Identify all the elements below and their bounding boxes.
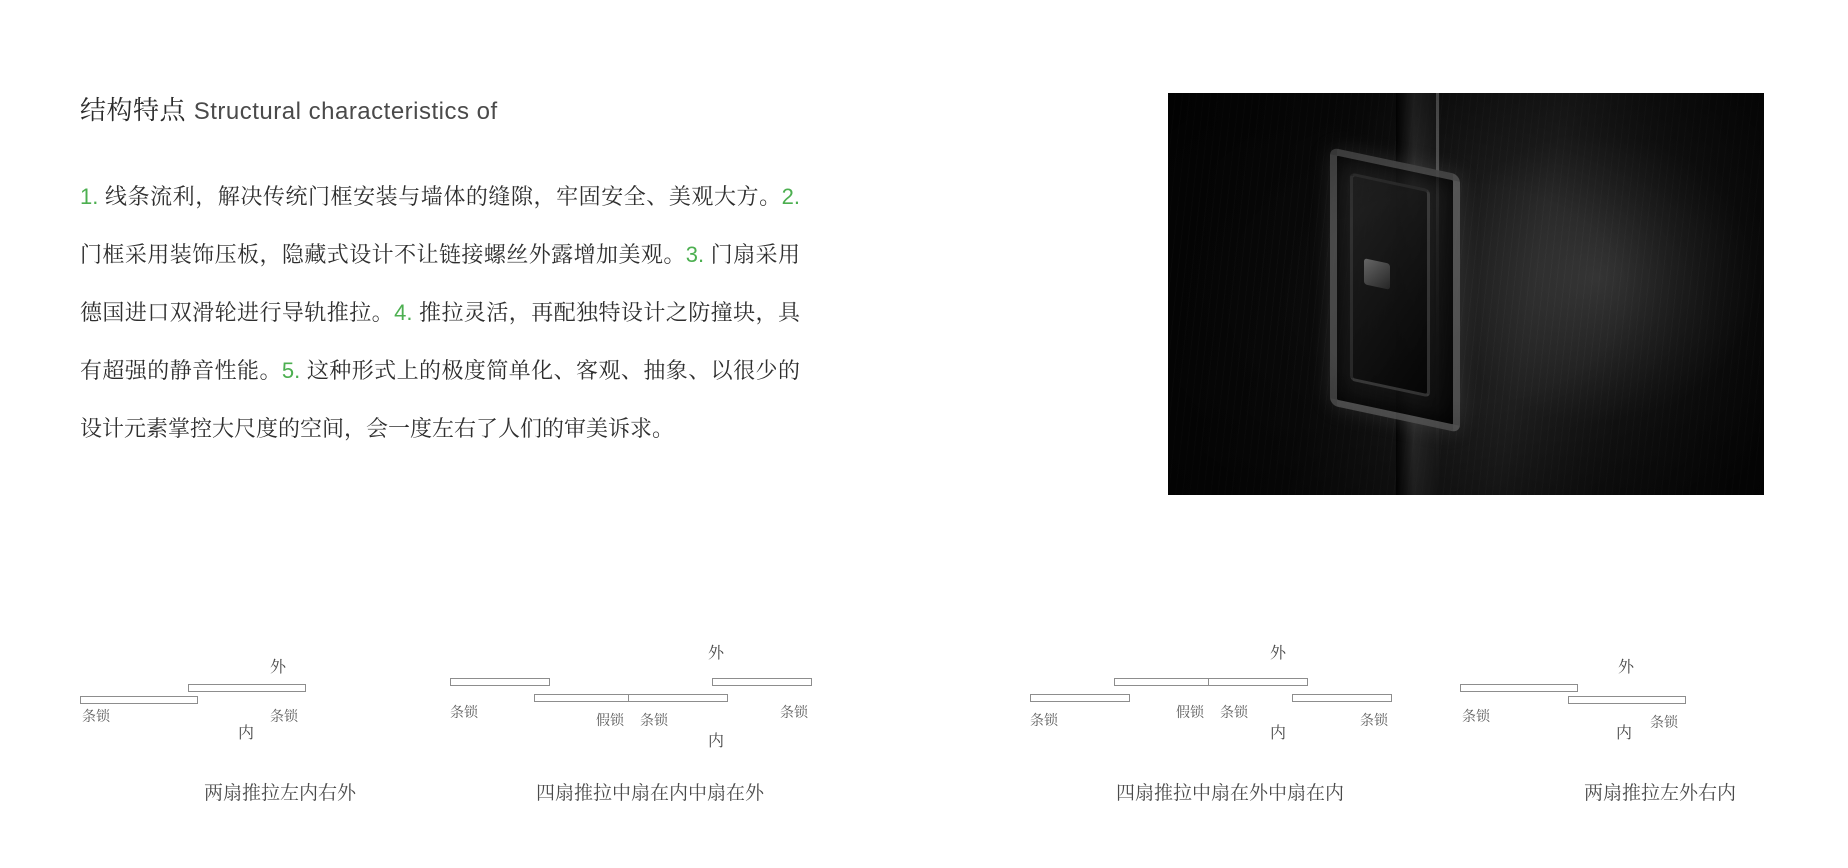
door-diagram-canvas — [80, 640, 480, 760]
paragraph-item-number: 2. — [781, 184, 800, 209]
door-diagram — [1460, 640, 1848, 820]
outside-label: 外 — [1618, 659, 1635, 676]
door-panel-bar — [1568, 696, 1686, 704]
door-diagram-canvas — [1460, 640, 1848, 760]
structural-characteristics-text — [80, 168, 800, 458]
paragraph-item-number: 4. — [394, 300, 420, 325]
door-diagram-caption: 两扇推拉左内右外 — [203, 783, 356, 804]
lock-label: 条锁 — [1650, 714, 1678, 730]
door-diagram — [1030, 640, 1430, 820]
door-panel-bar — [712, 678, 812, 686]
door-diagram — [450, 640, 850, 820]
door-diagram — [80, 640, 480, 820]
lock-label: 条锁 — [82, 708, 110, 724]
paragraph-item-number: 3. — [685, 242, 711, 267]
door-diagram-canvas — [450, 640, 850, 760]
lock-label: 条锁 — [1360, 712, 1388, 728]
inside-label: 内 — [1270, 725, 1287, 742]
door-panel-bar — [80, 696, 198, 704]
inside-label: 内 — [708, 733, 725, 750]
door-panel-bar — [1292, 694, 1392, 702]
inside-label: 内 — [238, 725, 255, 742]
lock-label: 条锁 — [1462, 708, 1490, 724]
lock-label: 条锁 — [780, 704, 808, 720]
door-configuration-diagrams — [0, 640, 1848, 840]
paragraph-item-text: 这种形式上的极度简单化、客观、抽象、以很少的设计元素掌控大尺度的空间，会一度左右了人们的审美诉求。 — [80, 358, 800, 441]
door-panel-bar — [1114, 678, 1214, 686]
outside-label: 外 — [708, 645, 725, 662]
door-diagram-caption: 四扇推拉中扇在外中扇在内 — [1115, 783, 1344, 804]
door-diagram-caption: 两扇推拉左外右内 — [1583, 783, 1736, 804]
outside-label: 外 — [1270, 645, 1287, 662]
page-title — [80, 90, 498, 127]
photo-vignette — [1168, 93, 1764, 495]
paragraph-item-text: 线条流利，解决传统门框安装与墙体的缝隙，牢固安全、美观大方。 — [105, 184, 782, 209]
page-title-en: Structural characteristics of — [193, 98, 498, 125]
paragraph-item-number: 1. — [80, 184, 106, 209]
paragraph-item-number: 5. — [281, 358, 307, 383]
lock-label: 条锁 — [640, 712, 668, 728]
paragraph-item-text: 门扇采用德国进口双滑轮进行导轨推拉。 — [80, 242, 800, 325]
door-panel-bar — [450, 678, 550, 686]
paragraph-item-text: 门框采用装饰压板，隐藏式设计不让链接螺丝外露增加美观。 — [80, 242, 686, 267]
door-panel-bar — [628, 694, 728, 702]
door-panel-bar — [1030, 694, 1130, 702]
lock-label: 条锁 — [1030, 712, 1058, 728]
lock-label: 条锁 — [1220, 704, 1248, 720]
door-panel-bar — [534, 694, 634, 702]
outside-label: 外 — [270, 659, 287, 676]
lock-label: 条锁 — [270, 708, 298, 724]
page-title-cn: 结构特点 — [80, 95, 187, 125]
door-handle-photo — [1168, 93, 1764, 495]
door-panel-bar — [188, 684, 306, 692]
lock-label: 假锁 — [596, 712, 624, 728]
lock-label: 条锁 — [450, 704, 478, 720]
door-panel-bar — [1208, 678, 1308, 686]
door-diagram-caption: 四扇推拉中扇在内中扇在外 — [535, 783, 764, 804]
inside-label: 内 — [1616, 725, 1633, 742]
paragraph-item-text: 推拉灵活，再配独特设计之防撞块，具有超强的静音性能。 — [80, 300, 800, 383]
door-panel-bar — [1460, 684, 1578, 692]
door-diagram-canvas — [1030, 640, 1430, 760]
lock-label: 假锁 — [1176, 704, 1204, 720]
